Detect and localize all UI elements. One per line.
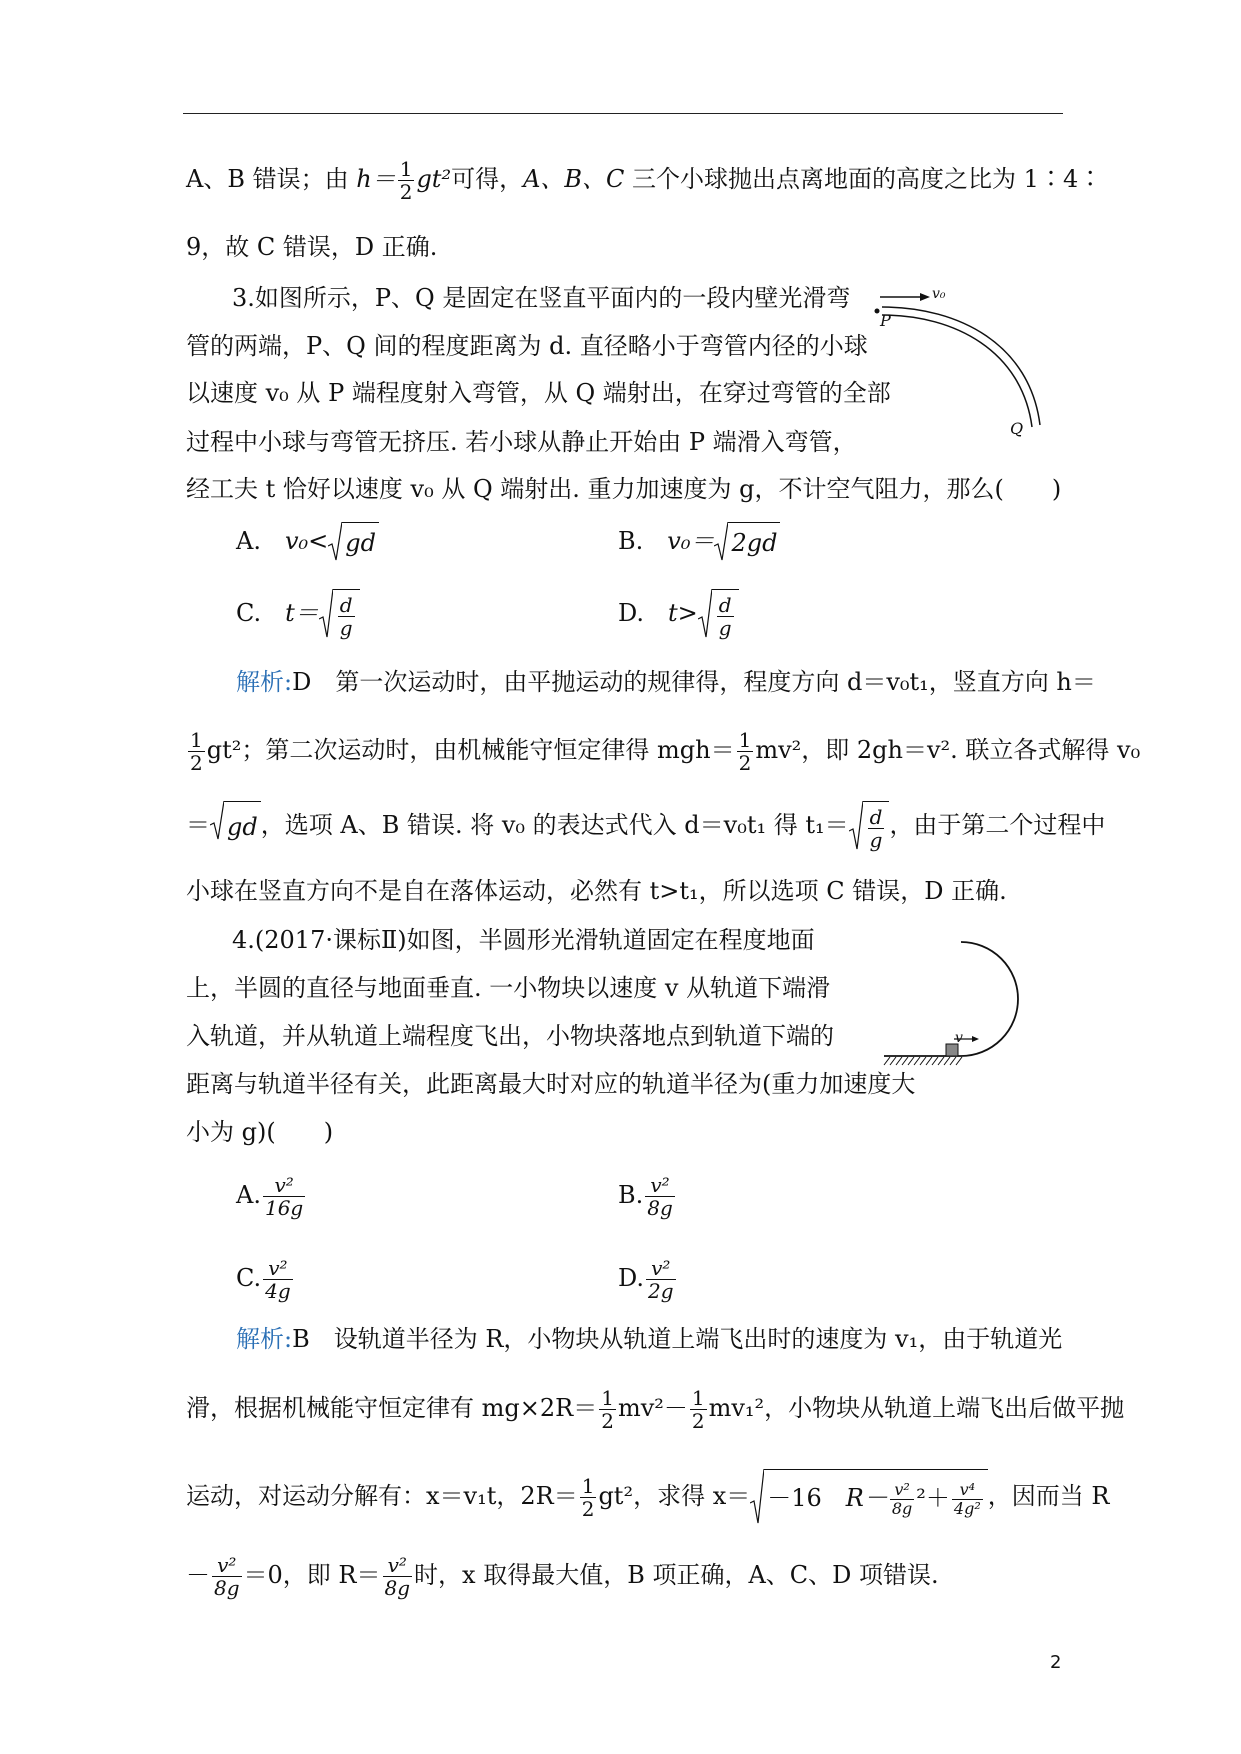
option-a: A. $\frac{\text{v²}}{16g}$	[236, 1173, 304, 1220]
text-line: A、B 错误；由 h＝ $\frac{1}{2}$ gt²可得，A、B、C 三个小球抛出点离地面的高度之比为 1∶4∶	[186, 157, 1103, 204]
answer-3-line: ＝ gd ，选项 A、B 错误. 将 v₀ 的表达式代入 d＝v₀t₁ 得 t₁＝ $\frac{d}{g}$ ，由于第二个过程中	[186, 800, 1105, 852]
question-3-line: 经工夫 t 恰好以速度 v₀ 从 Q 端射出. 重力加速度为 g，不计空气阻力，那么( )	[186, 475, 1062, 503]
question-3-line: 3.如图所示，P、Q 是固定在竖直平面内的一段内壁光滑弯	[232, 284, 851, 312]
answer-3-line: $\frac{1}{2}$ gt²；第二次运动时，由机械能守恒定律得 mgh＝ $\frac{1}{2}$ mv²，即 2gh＝v². 联立各式解得 v₀	[190, 728, 1141, 775]
question-4-line: 距离与轨道半径有关，此距离最大时对应的轨道半径为(重力加速度大	[186, 1070, 916, 1098]
question-3-line: 过程中小球与弯管无挤压. 若小球从静止开始由 P 端滑入弯管，	[186, 428, 857, 456]
question-4-line: 上，半圆的直径与地面垂直. 一小物块以速度 v 从轨道下端滑	[186, 974, 831, 1002]
text-line: 9，故 C 错误，D 正确.	[186, 233, 438, 261]
answer-4-line: 滑，根据机械能守恒定律有 mg×2R＝ $\frac{1}{2}$ mv²－ $\frac{1}{2}$ mv₁²，小物块从轨道上端飞出后做平抛	[186, 1386, 1125, 1433]
question-3-line: 以速度 v₀ 从 P 端程度射入弯管，从 Q 端射出，在穿过弯管的全部	[186, 379, 891, 407]
sqrt-sign	[328, 522, 342, 562]
sqrt-sign	[210, 801, 224, 841]
answer-3-line: 解析:D 第一次运动时，由平抛运动的规律得，程度方向 d＝v₀t₁，竖直方向 h＝	[236, 668, 1096, 696]
sqrt-sign	[319, 589, 333, 639]
option-c: C. $\frac{\text{v²}}{4g}$	[236, 1256, 291, 1303]
option-b: B. v₀＝ 2gd	[618, 521, 780, 563]
answer-4-line: 运动，对运动分解有：x＝v₁t，2R＝ $\frac{1}{2}$ gt²，求得 x＝ －16 R－ $\frac{\text{v²}}{8g}$ ²＋ $\frac{\text{v⁴}}{\text{4g²}}$ ，因而当 R	[186, 1468, 1109, 1526]
figure-label-q: Q	[1010, 419, 1024, 438]
answer-3-line: 小球在竖直方向不是自在落体运动，必然有 t>t₁，所以选项 C 错误，D 正确.	[186, 877, 1007, 905]
option-a: A. v₀< gd	[236, 521, 379, 563]
header-rule	[183, 113, 1063, 114]
question-4-line: 4.(2017·课标Ⅱ)如图，半圆形光滑轨道固定在程度地面	[232, 926, 815, 954]
option-b: B. $\frac{\text{v²}}{8g}$	[618, 1173, 673, 1220]
semicircle-track-figure	[876, 935, 1036, 1085]
option-d: D. $\frac{\text{v²}}{2g}$	[618, 1256, 674, 1303]
sqrt-sign	[698, 589, 712, 639]
option-c: C. t＝ $\frac{d}{g}$	[236, 588, 360, 640]
figure-label-v0: v₀	[932, 286, 946, 302]
option-d: D. t> $\frac{d}{g}$	[618, 588, 739, 640]
curved-tube-figure	[860, 285, 1060, 440]
answer-4-line: 解析:B 设轨道半径为 R，小物块从轨道上端飞出时的速度为 v₁，由于轨道光	[236, 1325, 1063, 1353]
sqrt-sign	[714, 522, 728, 562]
figure-label-p: P	[880, 311, 891, 330]
question-3-line: 管的两端，P、Q 间的程度距离为 d. 直径略小于弯管内径的小球	[186, 332, 868, 360]
answer-4-line: － $\frac{\text{v²}}{8g}$ ＝0，即 R＝ $\frac{\text{v²}}{8g}$ 时，x 取得最大值，B 项正确，A、C、D 项错误.	[186, 1553, 939, 1600]
question-4-line: 入轨道，并从轨道上端程度飞出，小物块落地点到轨道下端的	[186, 1022, 834, 1050]
page-number: 2	[1050, 1652, 1062, 1673]
figure-label-v: v	[955, 1030, 963, 1046]
question-4-line: 小为 g)( )	[186, 1118, 334, 1146]
sqrt-sign	[849, 801, 863, 851]
sqrt-sign	[750, 1469, 764, 1525]
